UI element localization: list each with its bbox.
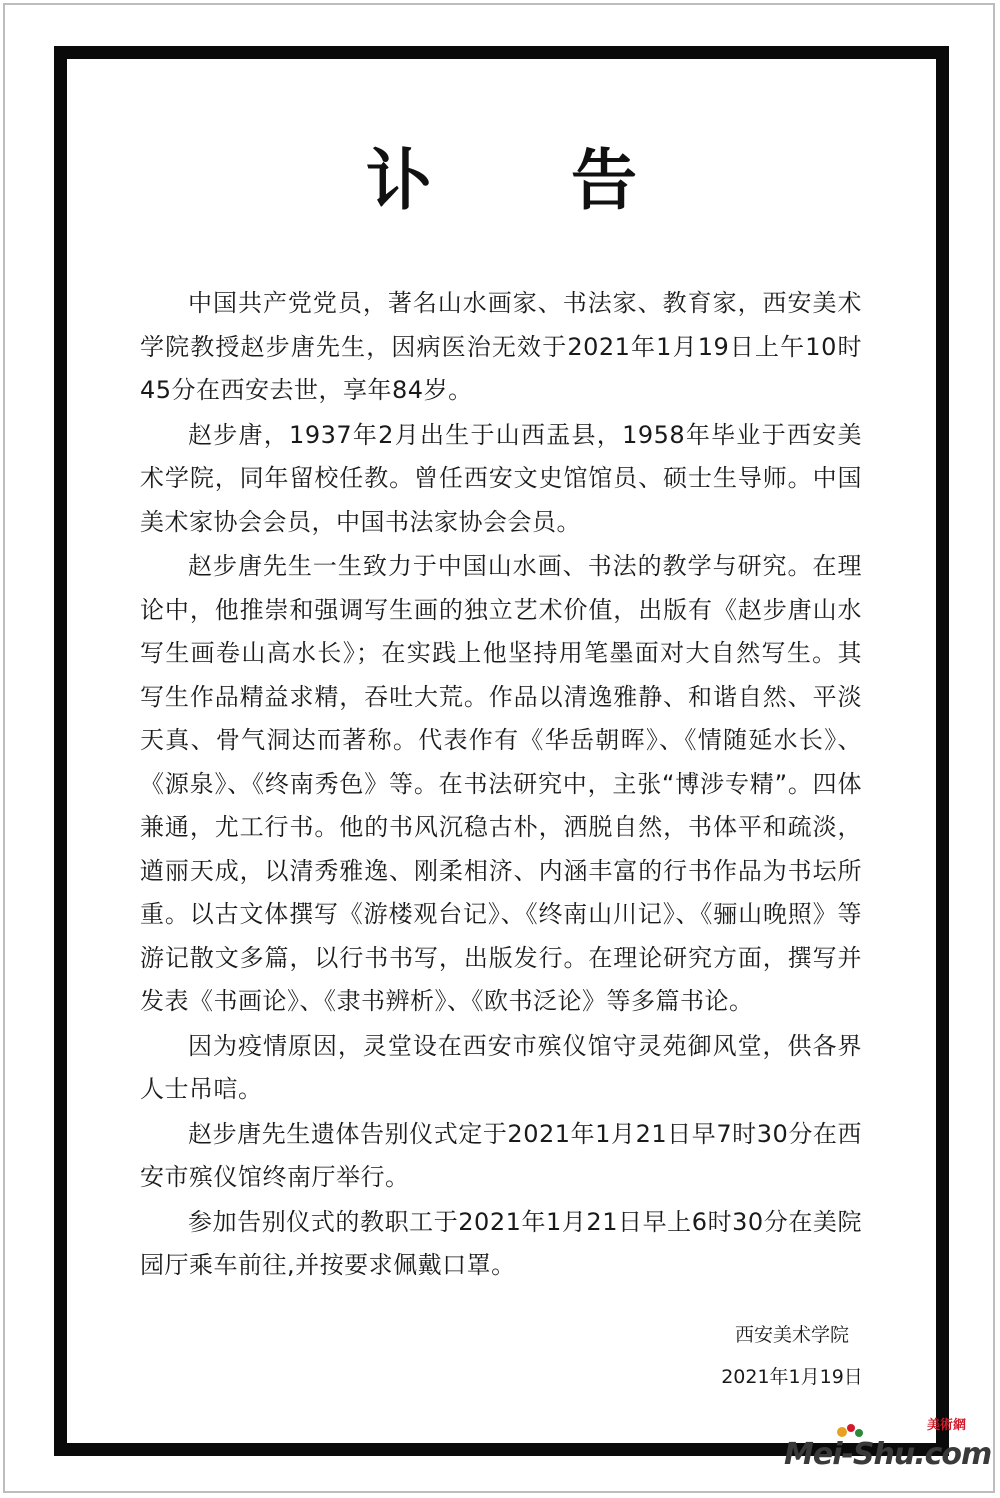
signature-date: 2021年1月19日 (721, 1366, 863, 1388)
paragraph-biography: 赵步唐，1937年2月出生于山西盂县，1958年毕业于西安美术学院，同年留校任教。曾任西安文史馆馆员、硕士生导师。中国美术家协会会员，中国书法家协会会员。 (140, 420, 862, 536)
signature-block (697, 1314, 887, 1398)
paragraph-staff-transport: 参加告别仪式的教职工于2021年1月21日早上6时30分在美院园厅乘车前往,并按要求佩戴口罩。 (140, 1207, 862, 1279)
watermark-cn: 美術網 (926, 1418, 966, 1433)
notice-title: 讣 告 (366, 142, 695, 219)
signature-org: 西安美术学院 (734, 1324, 849, 1346)
notice-body (140, 282, 862, 1289)
paragraph-memorial-hall: 因为疫情原因，灵堂设在西安市殡仪馆守灵苑御风堂，供各界人士吊唁。 (140, 1031, 862, 1103)
paragraph-achievements: 赵步唐先生一生致力于中国山水画、书法的教学与研究。在理论中，他推崇和强调写生画的独立艺术价值，出版有《赵步唐山水写生画卷山高水长》；在实践上他坚持用笔墨面对大自然写生。其写生作品精益求精，吞吐大荒。作品以清逸雅静、和谐自然、平淡天真、骨气洞达而著称。代表作有《华岳朝晖》、《情随延水长》、《源泉》、《终南秀色》等。在书法研究中，主张“博涉专精”。四体兼通，尤工行书。他的书风沉稳古朴，洒脱自然，书体平和疏淡，遒丽天成，以清秀雅逸、刚柔相济、内涵丰富的行书作品为书坛所重。以古文体撰写《游楼观台记》、《终南山川记》、《骊山晚照》等游记散文多篇，以行书书写，出版发行。在理论研究方面，撰写并发表《书画论》、《隶书辨析》、《欧书泛论》等多篇书论。 (140, 552, 862, 1015)
mourning-frame (54, 46, 949, 1456)
site-watermark (784, 1414, 992, 1472)
paragraph-intro: 中国共产党党员，著名山水画家、书法家、教育家，西安美术学院教授赵步唐先生，因病医治无效于2021年1月19日上午10时45分在西安去世，享年84岁。 (140, 289, 862, 404)
paragraph-farewell-ceremony: 赵步唐先生遗体告别仪式定于2021年1月21日早7时30分在西安市殡仪馆终南厅举行。 (140, 1119, 862, 1191)
watermark-text: Mei-Shu.com (784, 1437, 992, 1472)
